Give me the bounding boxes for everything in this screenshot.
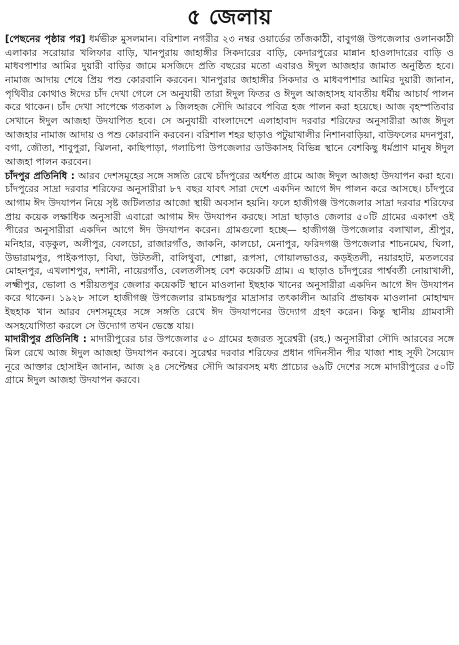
dateline-madaripur: মাদারীপুর প্রতিনিধি : — [5, 334, 87, 346]
paragraph-text: মাদারীপুরের চার উপজেলার ৫০ গ্রামের হজরত সুরেশ্বরী (রহ.) অনুসারীরা সৌদি আরবের সঙ্গে মিল রেখে আজ ঈদুল আজহা উদযাপন করবে। সুরেশ্বর দরবার শরিফের প্রধান গদিনসীন পীর খাজা শাহ সূফী সৈয়্যেদ নূরে আক্তার হোসাইন জানান, আজ ২৪ সেপ্টেম্বর সৌদি আরবসহ মধ্য প্রাচ্যের ৬৯টি দেশের সঙ্গে মাদারীপুরের ৫০টি গ্রামে ঈদুল আজহা উদযাপন করবে। — [5, 334, 454, 387]
paragraph-text: আরব দেশসমূহের সঙ্গে সঙ্গতি রেখে চাঁদপুরের অর্ধশত গ্রামে আজ ঈদুল আজহা উদযাপন করা হবে। চাঁদপুরের সাদ্রা দরবার শরিফের অনুসারীরা ৮৭ বছর যাবৎ সারা দেশে একদিন আগে ঈদ পালন করে আসছে। চাঁদপুরে আগাম ঈদ উদযাপন নিয়ে সৃষ্ট জটিলতার আজো স্থায়ী অবসান হয়নি। ফলে হাজীগঞ্জ উপজেলার সাদ্রা দরবার শরিফের প্রায় কয়েক লক্ষাধিক অনুসারী এবারো আগাম ঈদ উদযাপন করছে। সাদ্রা ছাড়াও জেলার ৫০টি গ্রামের একাংশ ওই পীরের অনুসারীরা একদিন আগে ঈদ উদযাপন করেন। গ্রামগুলো হচ্ছে— হাজীগঞ্জ উপজেলার বলাখাল, শ্রীপুর, মনিহার, বড়কুল, অলীপুর, বেলচো, রাজারগাঁও, জাকনি, কালচো, মেনাপুর, ফরিদগঞ্জ উপজেলার শাচনমেঘ, ঘিলা, উভারামপুর, পাইকপাড়া, বিঘা, উটতলী, বালিথুবা, শোল্লা, রূপসা, গোয়ালভাওর, কড়ইতলী, নয়ারহাট, মতলবের মোহনপুর, এখলাশপুর, দশানী, নায়েরগাঁও, বেলতলীসহ বেশ কয়েকটি গ্রাম। এ ছাড়াও চাঁদপুরের পার্শ্ববর্তী নোয়াখালী, লক্ষ্মীপুর, ভোলা ও শরীয়তপুর জেলার কয়েকটি স্থানে মাওলানা ইছহাক খানের অনুসারীরা একদিন আগে ঈদ উদযাপন করে থাকেন। ১৯২৮ সালে হাজীগঞ্জ উপজেলার রামচন্দ্রপুর মাদ্রাসার তৎকালীন আরবি প্রভাষক মাওলানা মোহাম্মদ ইছহাক খান আরব দেশসমূহের সঙ্গে সঙ্গতি রেখে ঈদ উদযাপনের উদ্যোগ গ্রহণ করেন। কিন্তু স্থানীয় গ্রামবাসী অসহযোগিতা করলে সে উদ্যোগ তখন ভেস্তে যায়। — [5, 170, 454, 332]
article-paragraph-madaripur — [5, 333, 454, 388]
article-headline: ৫ জেলায় — [187, 5, 272, 29]
article-paragraph-continuation — [5, 33, 454, 170]
continuation-marker: [পেছনের পৃষ্ঠার পর] — [5, 34, 86, 45]
dateline-chandpur: চাঁদপুর প্রতিনিধি : — [5, 170, 75, 182]
article-paragraph-chandpur — [5, 170, 454, 334]
paragraph-text: ধর্মভীরু মুসলমান। বরিশাল নগরীর ২৩ নম্বর ওয়ার্ডের তাঁজকাঠী, বাবুগঞ্জ উপজেলার ওলানকাঠী এলাকার সরোয়ার খলিফার বাড়ি, খানপুরায় জাহাঙ্গীর সিকদারের বাড়ি, কেদারপুরের মান্নান হাওলাদারের বাড়ি ও মাধবপাশার আমির দুয়ারী বাড়ির জামে মসজিদে প্রতি বছরের মতো এবারও ঈদুল আজহার জামাত অনুষ্ঠিত হবে। নামাজ আদায় শেষে প্রিয় পশু কোরবানি করবেন। খানপুরার জাহাঙ্গীর সিকদার ও মাধবপাশার আমির দুয়ারী জানান, পৃথিবীর কোথাও ঈদের চাঁদ দেখা গেলে সে অনুযায়ী তারা ঈদুল ফিতর ও ঈদুল আজহাসহ যাবতীয় ধর্মীয় আচার্য পালন করে থাকেন। চাঁদ দেখা সাপেক্ষে গতকাল ৯ জিলহজ সৌদি আরবে পবিত্র হজ পালন করা হয়েছে। আজ বৃহস্পতিবার সেখানে ঈদুল আজহা উদযাপিত হবে। সে অনুযায়ী বাংলাদেশে এলাহাবাদ দরবার শরিফের অনুসারীরা আজ ঈদুল আজহার নামাজ আদায় ও পশু কোরবানি করবেন। বরিশাল শহর ছাড়াও পটুয়াখালীর নিশানবাড়িয়া, বাউফলের মদনপুরা, বগা, জৌতা, শাবুপুরা, ঝিলনা, কাছিপাড়া, গলাচিপা উপজেলার ডাউকাসহ বিভিন্ন স্থানে বেশকিছু ধর্মপ্রাণ মানুষ ঈদুল আজহা পালন করবেন। — [5, 34, 454, 168]
